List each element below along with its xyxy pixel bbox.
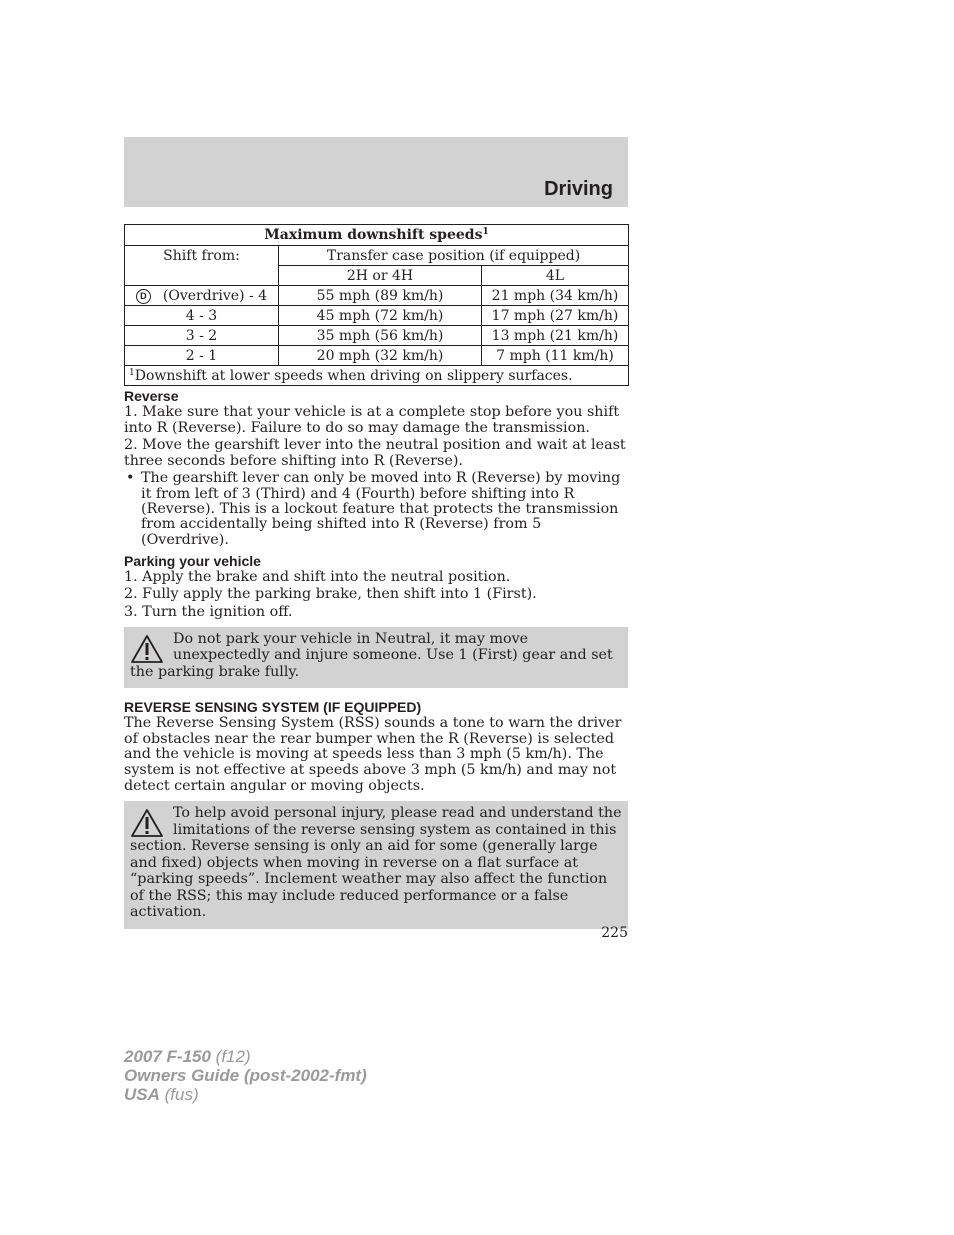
speed-2h4h-cell: 20 mph (32 km/h)	[279, 346, 482, 366]
table-row	[125, 306, 629, 326]
rss-body: The Reverse Sensing System (RSS) sounds a tone to warn the driver of obstacles near the rear bumper when the R (Reverse) is selected and the vehicle is moving at speeds less than 3 mph (5 km/h). The system is not effective at speeds above 3 mph (5 km/h) and may not detect certain angular or moving objects.	[124, 715, 622, 794]
parking-warning-text: Do not park your vehicle in Neutral, it may move unexpectedly and injure someone. Use 1 (First) gear and set the parking brake fully.	[130, 630, 613, 680]
overdrive-d-icon: D	[136, 289, 151, 304]
reverse-step-1: 1. Make sure that your vehicle is at a complete stop before you shift into R (Reverse). Failure to do so may damage the transmission.	[124, 404, 620, 436]
warning-triangle-icon	[130, 634, 164, 664]
footer-line-1: 2007 F-150 (f12)	[124, 1047, 251, 1066]
reverse-heading: Reverse	[124, 388, 179, 404]
section-header-band	[124, 137, 628, 207]
parking-warning-box	[124, 627, 628, 689]
rss-heading: REVERSE SENSING SYSTEM (IF EQUIPPED)	[124, 699, 422, 716]
warning-triangle-icon	[130, 808, 164, 838]
parking-heading: Parking your vehicle	[124, 552, 261, 569]
shift-from-cell: D (Overdrive) - 4	[125, 286, 279, 306]
col-header-2h-4h: 2H or 4H	[279, 266, 482, 286]
transfer-case-header: Transfer case position (if equipped)	[279, 246, 629, 266]
speed-2h4h-cell: 55 mph (89 km/h)	[279, 286, 482, 306]
downshift-speeds-table	[124, 224, 629, 386]
col-header-4l: 4L	[482, 266, 629, 286]
shift-from-cell: 4 - 3	[125, 306, 279, 326]
table-row	[125, 346, 629, 366]
footer-line-3: USA (fus)	[124, 1085, 199, 1104]
table-footnote: $^1$Downshift at lower speeds when driving on slippery surfaces.	[125, 366, 629, 386]
speed-4l-cell: 21 mph (34 km/h)	[482, 286, 629, 306]
shift-from-cell: 2 - 1	[125, 346, 279, 366]
document-footer	[124, 1047, 367, 1104]
speed-4l-cell: 7 mph (11 km/h)	[482, 346, 629, 366]
table-row	[125, 326, 629, 346]
shift-from-cell: 3 - 2	[125, 326, 279, 346]
parking-step-1: 1. Apply the brake and shift into the neutral position.	[124, 568, 511, 585]
speed-2h4h-cell: 35 mph (56 km/h)	[279, 326, 482, 346]
speed-2h4h-cell: 45 mph (72 km/h)	[279, 306, 482, 326]
reverse-step-2: 2. Move the gearshift lever into the neutral position and wait at least three seconds before shifting into R (Reverse).	[124, 437, 626, 469]
reverse-bullet: • The gearshift lever can only be moved into R (Reverse) by moving it from left of 3 (Third) and 4 (Fourth) before shifting into R (Reverse). This is a lockout feature that protects the transmission from accidentally being shifted into R (Reverse) from 5 (Overdrive).	[126, 470, 621, 548]
speed-4l-cell: 17 mph (27 km/h)	[482, 306, 629, 326]
section-title: Driving	[544, 178, 613, 200]
page-content	[124, 224, 628, 929]
table-row	[125, 286, 629, 306]
rss-warning-box	[124, 801, 628, 929]
table-caption: Maximum downshift speeds$^1$	[125, 225, 629, 246]
parking-step-3: 3. Turn the ignition off.	[124, 604, 293, 621]
rss-warning-text: To help avoid personal injury, please read and understand the limitations of the reverse sensing system as contained in this section. Reverse sensing is only an aid for some (generally large and fixed) objects when moving in reverse on a flat surface at “parking speeds”. Inclement weather may also affect the function of the RSS; this may include reduced performance or a false activation.	[130, 805, 622, 921]
parking-step-2: 2. Fully apply the parking brake, then shift into 1 (First).	[124, 586, 537, 603]
speed-4l-cell: 13 mph (21 km/h)	[482, 326, 629, 346]
page-number: 225	[601, 925, 628, 941]
shift-from-header: Shift from:	[125, 246, 279, 286]
footer-line-2: Owners Guide (post-2002-fmt)	[124, 1066, 367, 1085]
bullet-icon: •	[126, 470, 135, 487]
